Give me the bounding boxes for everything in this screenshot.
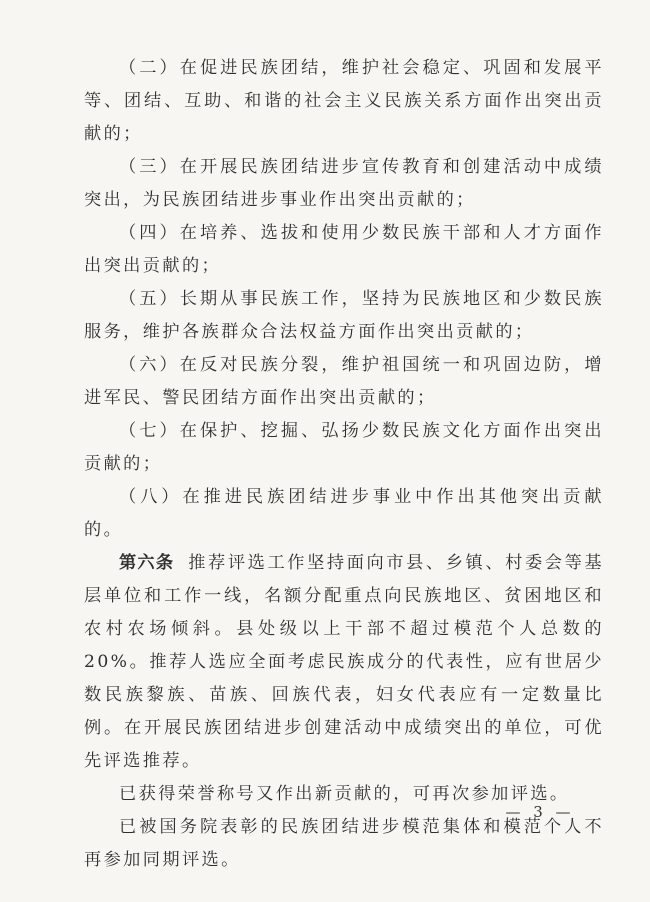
clause-3: （三）在开展民族团结进步宣传教育和创建活动中成绩突出，为民族团结进步事业作出突出贡献的； [84, 157, 604, 210]
article-6-paragraph-3: 已被国务院表彰的民族团结进步模范集体和模范个人不再参加同期评选。 [84, 817, 604, 870]
article-6-text: 推荐评选工作坚持面向市县、乡镇、村委会等基层单位和工作一线，名额分配重点向民族地区、贫困地区和农村农场倾斜。县处级以上干部不超过模范个人总数的20%。推荐人选应全面考虑民族成分的代表性，应有世居少数民族黎族、苗族、回族代表，妇女代表应有一定数量比例。在开展民族团结进步创建活动中成绩突出的单位，可优先评选推荐。 [84, 553, 604, 771]
clause-6: （六）在反对民族分裂，维护祖国统一和巩固边防，增进军民、警民团结方面作出突出贡献的； [84, 355, 604, 408]
clause-4: （四）在培养、选拔和使用少数民族干部和人才方面作出突出贡献的； [84, 223, 604, 276]
clause-8: （八）在推进民族团结进步事业中作出其他突出贡献的。 [84, 487, 604, 540]
page-number: — 3 — [505, 803, 575, 821]
document-body [84, 52, 604, 877]
article-6-heading: 第六条 [119, 553, 175, 573]
article-6-paragraph-2: 已获得荣誉称号又作出新贡献的，可再次参加评选。 [119, 784, 570, 804]
clause-5: （五）长期从事民族工作，坚持为民族地区和少数民族服务，维护各族群众合法权益方面作出突出贡献的； [84, 289, 604, 342]
article-6 [84, 547, 604, 778]
clause-2: （二）在促进民族团结，维护社会稳定、巩固和发展平等、团结、互助、和谐的社会主义民族关系方面作出突出贡献的； [84, 58, 604, 144]
clause-7: （七）在保护、挖掘、弘扬少数民族文化方面作出突出贡献的； [84, 421, 604, 474]
